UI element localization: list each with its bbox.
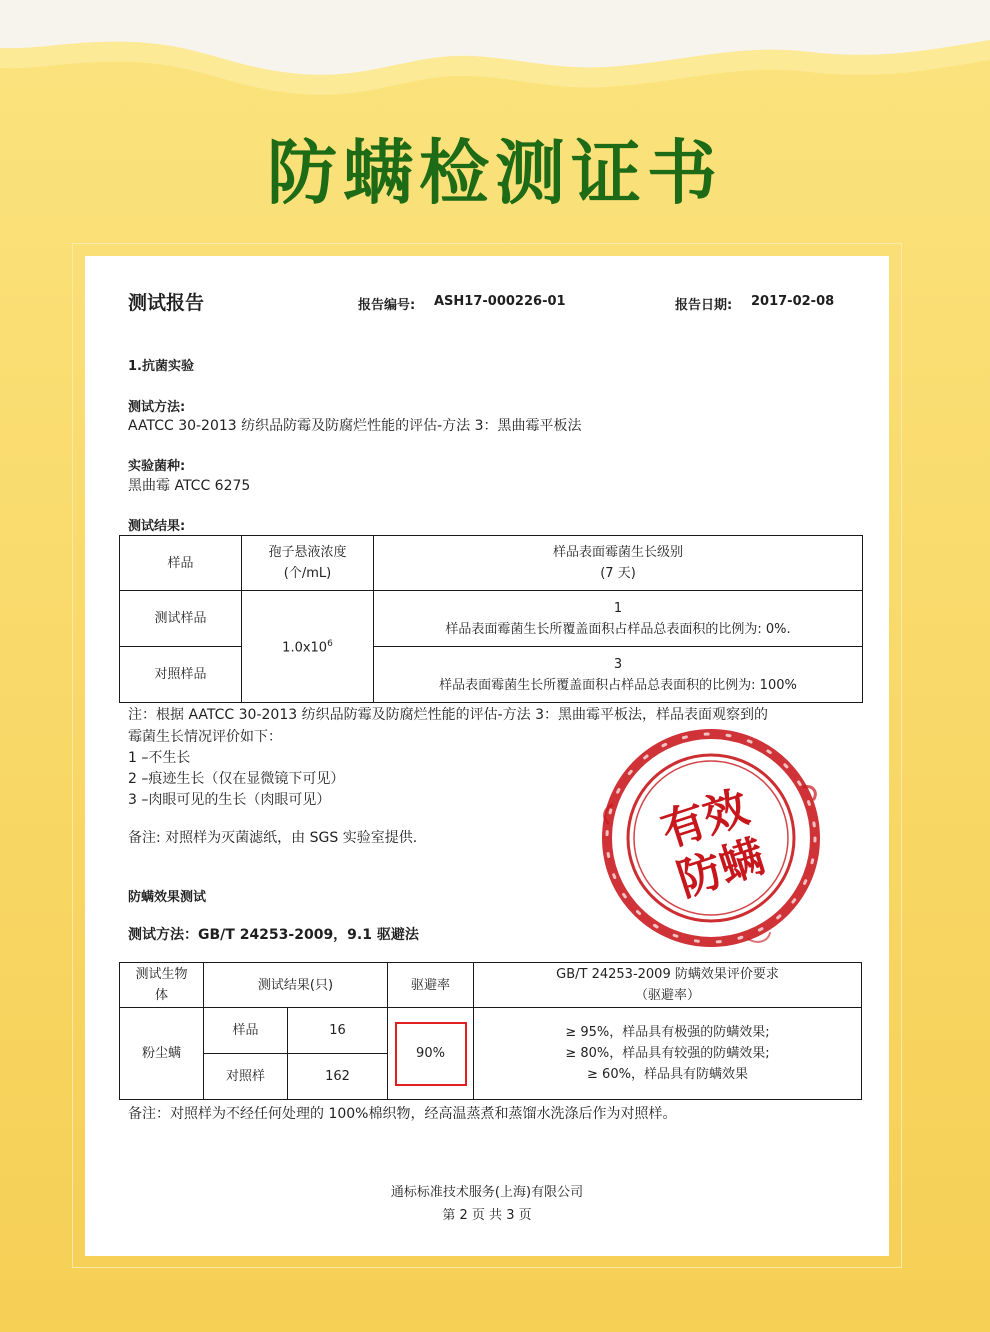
sample-label: 样品 — [204, 1008, 288, 1054]
row-test-sample-result: 1 样品表面霉菌生长所覆盖面积占样品总表面积的比例为: 0%. — [374, 591, 863, 647]
control-count: 162 — [288, 1054, 388, 1100]
table-header-row — [120, 536, 863, 591]
report-date-label: 报告日期: — [675, 298, 733, 313]
stamp-line-2: 防螨 — [671, 831, 771, 907]
strain-text: 黑曲霉 ATCC 6275 — [128, 478, 251, 494]
grade-item-3: 3 –肉眼可见的生长（肉眼可见） — [128, 792, 331, 808]
row-control-sample-result: 3 样品表面霉菌生长所覆盖面积占样品总表面积的比例为: 100% — [374, 647, 863, 703]
section1-heading: 1.抗菌实验 — [128, 359, 194, 374]
stamp-line-1: 有效 — [655, 781, 755, 858]
effective-antimite-stamp — [598, 725, 824, 951]
section2-heading: 防螨效果测试 — [128, 890, 207, 905]
report-title: 测试报告 — [128, 292, 205, 314]
header-concentration: 孢子悬液浓度 (个/mL) — [242, 536, 374, 591]
report-date-value: 2017-02-08 — [751, 294, 835, 309]
highlight-box: 90% — [395, 1022, 467, 1086]
row-control-sample-name: 对照样品 — [120, 647, 242, 703]
page-headline: 防螨检测证书 — [267, 131, 723, 214]
antimite-results-table — [119, 962, 862, 1100]
header-repellent-rate: 驱避率 — [388, 963, 474, 1008]
header-requirement: GB/T 24253-2009 防螨效果评价要求 （驱避率） — [474, 963, 862, 1008]
repellent-rate-cell — [388, 1008, 474, 1100]
note-line-2: 霉菌生长情况评价如下： — [128, 729, 282, 745]
organism-name: 粉尘螨 — [120, 1008, 204, 1100]
grade-item-2: 2 –痕迹生长（仅在显微镜下可见） — [128, 771, 345, 787]
method-label: 测试方法: — [128, 400, 186, 415]
table-row — [120, 647, 863, 703]
header-growth-grade: 样品表面霉菌生长级别 (7 天) — [374, 536, 863, 591]
method-text: AATCC 30-2013 纺织品防霉及防腐烂性能的评估-方法 3：黑曲霉平板法 — [128, 418, 582, 434]
header-organism: 测试生物 体 — [120, 963, 204, 1008]
table-row — [120, 1008, 862, 1054]
report-number-label: 报告编号: — [358, 298, 416, 313]
report-number-value: ASH17-000226-01 — [434, 294, 566, 309]
note-line-1: 注：根据 AATCC 30-2013 纺织品防霉及防腐烂性能的评估-方法 3：黑曲霉平板法，样品表面观察到的 — [128, 707, 768, 723]
section2-method: 测试方法：GB/T 24253-2009，9.1 驱避法 — [128, 927, 419, 943]
header-test-result: 测试结果(只) — [204, 963, 388, 1008]
table-header-row — [120, 963, 862, 1008]
control-remark: 备注: 对照样为灭菌滤纸，由 SGS 实验室提供. — [128, 830, 418, 846]
control-label: 对照样 — [204, 1054, 288, 1100]
row-test-sample-name: 测试样品 — [120, 591, 242, 647]
requirement-criteria: ≥ 95%，样品具有极强的防螨效果; ≥ 80%，样品具有较强的防螨效果; ≥ 60%，样品具有防螨效果 — [474, 1008, 862, 1100]
table-row — [120, 591, 863, 647]
grade-item-1: 1 –不生长 — [128, 750, 191, 766]
control-remark-2: 备注：对照样为不经任何处理的 100%棉织物，经高温蒸煮和蒸馏水洗涤后作为对照样。 — [128, 1106, 677, 1122]
page-number: 第 2 页 共 3 页 — [442, 1208, 532, 1223]
header-sample: 样品 — [120, 536, 242, 591]
company-name: 通标标准技术服务(上海)有限公司 — [390, 1185, 584, 1200]
sample-count: 16 — [288, 1008, 388, 1054]
spore-concentration-cell: $1.0x10^6$ — [242, 591, 374, 703]
strain-label: 实验菌种: — [128, 459, 186, 474]
antifungal-results-table — [119, 535, 863, 703]
result-label: 测试结果: — [128, 519, 186, 534]
